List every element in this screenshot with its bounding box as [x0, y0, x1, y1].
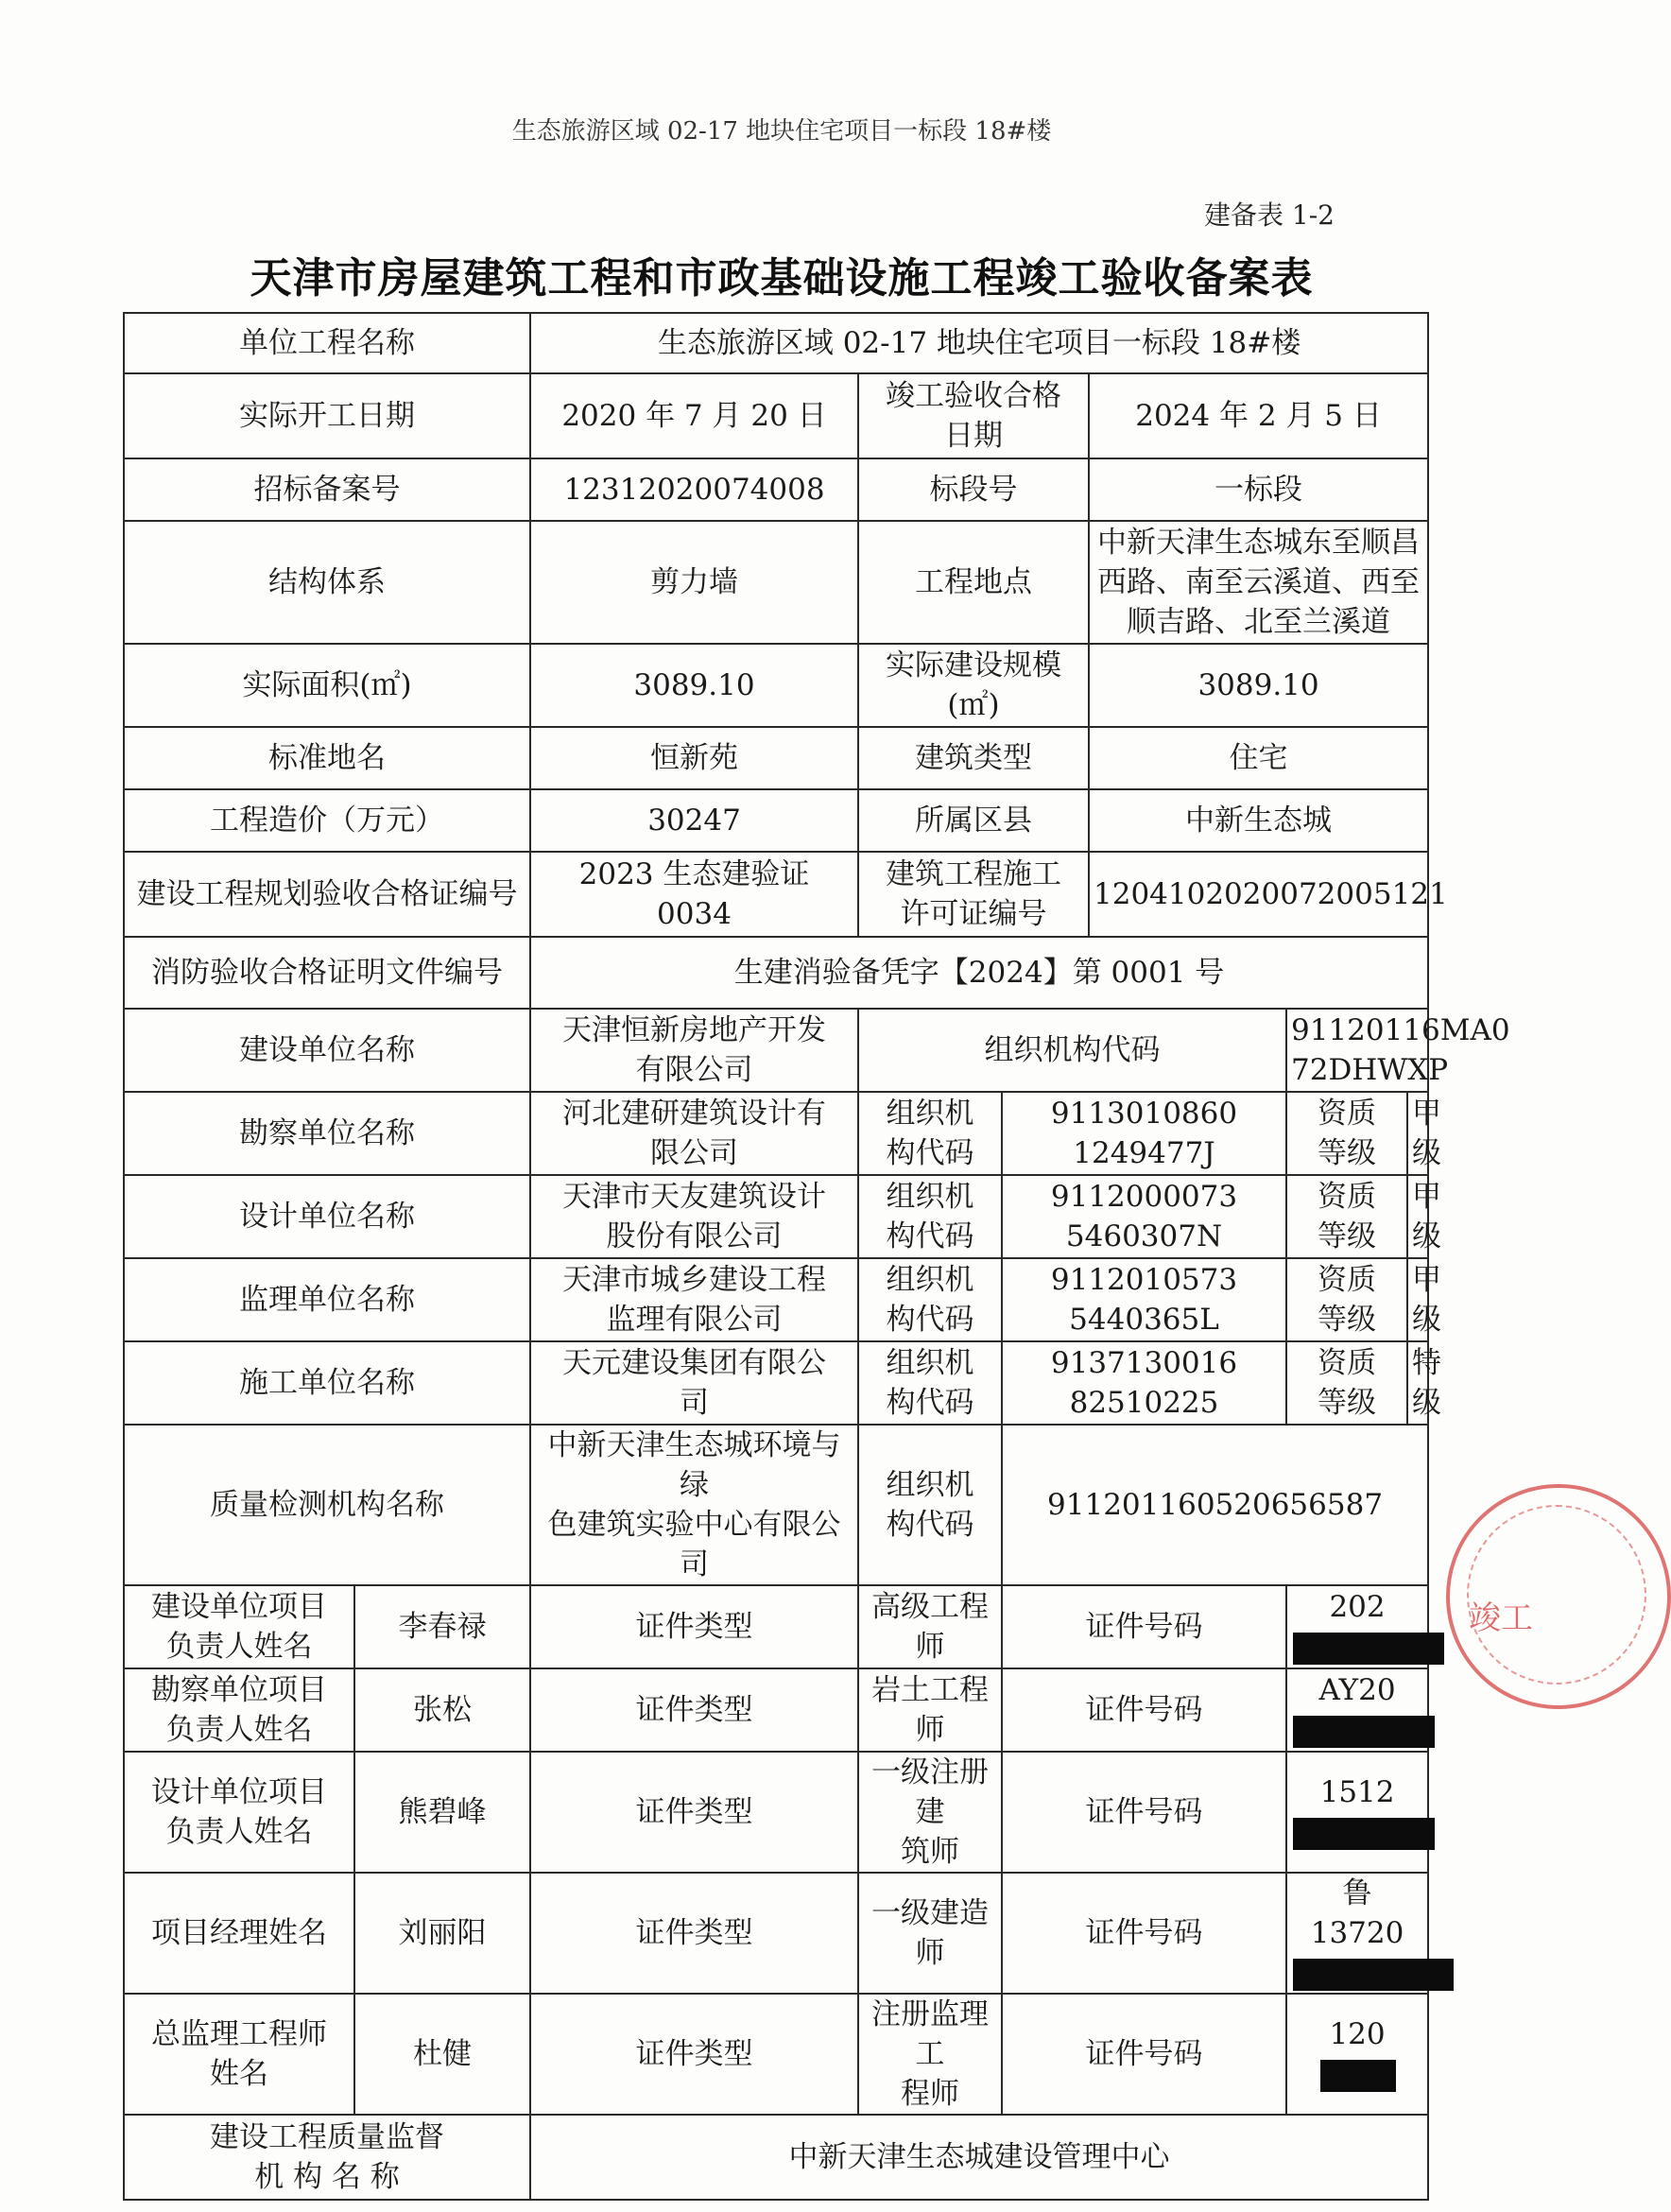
- cert-type-value: [858, 1752, 1002, 1873]
- row-company: [124, 1258, 1428, 1341]
- row-person: [124, 1668, 1428, 1752]
- row-unit-project: [124, 313, 1428, 373]
- start-date-label: 实际开工日期: [124, 373, 530, 458]
- cert-type-value: [858, 1585, 1002, 1668]
- form-code: 建备表 1-2: [1204, 199, 1335, 231]
- location-value: [1089, 521, 1428, 644]
- bid-no-label: 招标备案号: [124, 458, 530, 521]
- code-label-line: 组织机: [886, 1346, 974, 1380]
- cert-type-line: 岩土工程师: [871, 1673, 989, 1747]
- row-structure: [124, 521, 1428, 644]
- company-name: [530, 1092, 858, 1175]
- cert-no-prefix: 120: [1329, 2017, 1386, 2051]
- company-name-line: 股份有限公司: [606, 1219, 783, 1253]
- company-name-line: 河北建研建筑设计有: [562, 1097, 826, 1131]
- cost-label: 工程造价（万元）: [124, 789, 530, 852]
- testing-code-label: [858, 1425, 1002, 1585]
- person-name: 熊碧峰: [354, 1752, 530, 1873]
- supervision-value: 中新天津生态城建设管理中心: [530, 2115, 1428, 2200]
- company-code-line: 9112010573: [1050, 1263, 1238, 1297]
- district-label: 所属区县: [858, 789, 1089, 852]
- company-name-line: 天元建设集团有限公: [562, 1346, 826, 1380]
- cert-type-label: 证件类型: [530, 1873, 858, 1994]
- row-person: [124, 1585, 1428, 1668]
- qual-label-line: 资质: [1318, 1263, 1376, 1297]
- cert-no-value: [1286, 1585, 1428, 1668]
- code-label-line: 组织机: [886, 1263, 974, 1297]
- permit-value: 1204102020072005121: [1089, 852, 1428, 937]
- person-role-line: 建设单位项目: [151, 1590, 327, 1624]
- cert-type-line: 筑师: [901, 1835, 959, 1869]
- qual-label-line: 资质: [1318, 1346, 1376, 1380]
- cert-type-label: 证件类型: [530, 1668, 858, 1752]
- person-role-line: 负责人姓名: [165, 1713, 313, 1747]
- cert-no-value: [1286, 1873, 1428, 1994]
- location-label: 工程地点: [858, 521, 1089, 644]
- cert-type-value: [858, 1668, 1002, 1752]
- company-name-line: 司: [680, 1386, 709, 1420]
- company-label: 监理单位名称: [124, 1258, 530, 1341]
- cert-no-label: 证件号码: [1002, 1752, 1286, 1873]
- structure-value: 剪力墙: [530, 521, 858, 644]
- start-date-value: 2020 年 7 月 20 日: [530, 373, 858, 458]
- code-label-line: 构代码: [886, 1136, 974, 1170]
- company-code-line: 5460307N: [1065, 1219, 1223, 1253]
- person-role: [124, 1873, 354, 1994]
- company-code: [1002, 1341, 1286, 1425]
- company-qual-label: [1286, 1092, 1407, 1175]
- person-role-line: 姓名: [210, 2057, 268, 2091]
- area-value: 3089.10: [530, 644, 858, 727]
- qual-label-line: 资质: [1318, 1180, 1376, 1214]
- company-label: 勘察单位名称: [124, 1092, 530, 1175]
- qual-label-line: 资质: [1318, 1097, 1376, 1131]
- row-dates: [124, 373, 1428, 458]
- unit-project-value: 生态旅游区域 02-17 地块住宅项目一标段 18#楼: [530, 313, 1428, 373]
- official-seal: [1446, 1484, 1671, 1709]
- person-role: [124, 1752, 354, 1873]
- cert-no-prefix: AY20: [1318, 1673, 1396, 1707]
- std-name-value: 恒新苑: [530, 727, 858, 789]
- section-label: 标段号: [858, 458, 1089, 521]
- fire-value: 生建消验备凭字【2024】第 0001 号: [530, 937, 1428, 1009]
- person-role-line: 项目经理姓名: [151, 1916, 327, 1950]
- company-code-label: [858, 1258, 1002, 1341]
- scale-value: 3089.10: [1089, 644, 1428, 727]
- person-name: 刘丽阳: [354, 1873, 530, 1994]
- builder-code-line: 72DHWXP: [1291, 1053, 1449, 1087]
- company-grade: 特级: [1407, 1341, 1428, 1425]
- builder-name-line: 天津恒新房地产开发: [562, 1013, 826, 1047]
- company-qual-label: [1286, 1258, 1407, 1341]
- plan-cert-line: 2023 生态建验证: [578, 857, 810, 891]
- code-label-line: 组织机: [886, 1097, 974, 1131]
- testing-code: 911201160520656587: [1002, 1425, 1428, 1585]
- redaction-bar: [1293, 1818, 1435, 1850]
- supervision-label: [124, 2115, 530, 2200]
- builder-code-line: 91120116MA0: [1291, 1013, 1510, 1047]
- row-person: [124, 1752, 1428, 1873]
- code-label-line: 组织机: [886, 1468, 974, 1502]
- accept-date-label-line: 日期: [944, 419, 1003, 453]
- cert-no-label: 证件号码: [1002, 1668, 1286, 1752]
- builder-code-label: 组织机构代码: [858, 1009, 1286, 1092]
- district-value: 中新生态城: [1089, 789, 1428, 852]
- cert-type-label: 证件类型: [530, 1994, 858, 2115]
- testing-name-line: 中新天津生态城环境与绿: [547, 1428, 841, 1502]
- unit-project-label: 单位工程名称: [124, 313, 530, 373]
- company-code: [1002, 1092, 1286, 1175]
- person-role-line: 总监理工程师: [151, 2017, 327, 2051]
- cert-no-label: 证件号码: [1002, 1585, 1286, 1668]
- qual-label-line: 等级: [1318, 1303, 1376, 1337]
- row-supervision: [124, 2115, 1428, 2200]
- company-grade: 甲级: [1407, 1175, 1428, 1258]
- cert-type-line: 一级建造师: [871, 1896, 989, 1970]
- cert-no-prefix: 202: [1329, 1590, 1386, 1624]
- cert-no-value: [1286, 1668, 1428, 1752]
- fire-label: 消防验收合格证明文件编号: [124, 937, 530, 1009]
- row-area: [124, 644, 1428, 727]
- accept-date-label: [858, 373, 1089, 458]
- cert-no-prefix: 13720: [1310, 1916, 1404, 1950]
- row-company: [124, 1341, 1428, 1425]
- builder-name-line: 有限公司: [635, 1053, 753, 1087]
- scale-label-line: (㎡): [947, 688, 1000, 722]
- redaction-bar: [1293, 1633, 1444, 1665]
- redaction-bar: [1293, 1716, 1435, 1748]
- supervision-label-line: 建设工程质量监督: [210, 2120, 444, 2154]
- bldg-type-label: 建筑类型: [858, 727, 1089, 789]
- bid-no-value: 12312020074008: [530, 458, 858, 521]
- cert-type-label: 证件类型: [530, 1585, 858, 1668]
- row-company: [124, 1175, 1428, 1258]
- permit-label-line: 许可证编号: [900, 897, 1047, 931]
- cert-no-line: [1291, 1913, 1423, 1993]
- testing-name: [530, 1425, 858, 1585]
- cert-no-value: [1286, 1752, 1428, 1873]
- section-value: 一标段: [1089, 458, 1428, 521]
- accept-date-value: 2024 年 2 月 5 日: [1089, 373, 1428, 458]
- cert-type-value: [858, 1994, 1002, 2115]
- plan-cert-label: 建设工程规划验收合格证编号: [124, 852, 530, 937]
- code-label-line: 构代码: [886, 1303, 974, 1337]
- company-code-line: 5440365L: [1069, 1303, 1219, 1337]
- company-grade: 甲级: [1407, 1092, 1428, 1175]
- filing-table: [123, 312, 1510, 2201]
- company-qual-label: [1286, 1175, 1407, 1258]
- person-name: 李春禄: [354, 1585, 530, 1668]
- code-label-line: 构代码: [886, 1386, 974, 1420]
- row-person: [124, 1994, 1428, 2115]
- cert-type-line: 一级注册建: [871, 1755, 989, 1829]
- location-line: 西路、南至云溪道、西至: [1097, 565, 1421, 599]
- company-grade: 甲级: [1407, 1258, 1428, 1341]
- person-role: [124, 1668, 354, 1752]
- cert-type-label: 证件类型: [530, 1752, 858, 1873]
- company-code-line: 9113010860: [1050, 1097, 1238, 1131]
- person-role-line: 负责人姓名: [165, 1630, 313, 1664]
- cert-no-label: 证件号码: [1002, 1873, 1286, 1994]
- company-name-line: 天津市城乡建设工程: [562, 1263, 826, 1297]
- company-label: 施工单位名称: [124, 1341, 530, 1425]
- location-line: 顺吉路、北至兰溪道: [1127, 605, 1391, 639]
- person-role-line: 负责人姓名: [165, 1815, 313, 1849]
- std-name-label: 标准地名: [124, 727, 530, 789]
- person-role: [124, 1994, 354, 2115]
- cert-type-value: [858, 1873, 1002, 1994]
- person-role-line: 设计单位项目: [151, 1775, 327, 1809]
- company-code: [1002, 1258, 1286, 1341]
- company-code-line: 9137130016: [1050, 1346, 1238, 1380]
- cert-type-line: 程师: [901, 2077, 959, 2111]
- cost-value: 30247: [530, 789, 858, 852]
- company-name: [530, 1175, 858, 1258]
- permit-label-line: 建筑工程施工: [886, 857, 1061, 891]
- qual-label-line: 等级: [1318, 1386, 1376, 1420]
- company-code-label: [858, 1175, 1002, 1258]
- cert-type-line: 注册监理工: [871, 1997, 989, 2071]
- plan-cert-value: [530, 852, 858, 937]
- code-label-line: 构代码: [886, 1508, 974, 1542]
- person-name: 杜健: [354, 1994, 530, 2115]
- permit-label: [858, 852, 1089, 937]
- structure-label: 结构体系: [124, 521, 530, 644]
- company-code: [1002, 1175, 1286, 1258]
- cert-no-prefix: 1512: [1319, 1775, 1395, 1809]
- qual-label-line: 等级: [1318, 1219, 1376, 1253]
- supervision-label-line: 机 构 名 称: [254, 2160, 400, 2194]
- company-code-label: [858, 1341, 1002, 1425]
- person-name: 张松: [354, 1668, 530, 1752]
- person-role-line: 勘察单位项目: [151, 1673, 327, 1707]
- form-title: 天津市房屋建筑工程和市政基础设施工程竣工验收备案表: [250, 254, 1314, 302]
- company-name-line: 限公司: [650, 1136, 738, 1170]
- company-code-label: [858, 1092, 1002, 1175]
- cert-no-value: [1286, 1994, 1428, 2115]
- running-header: 生态旅游区域 02-17 地块住宅项目一标段 18#楼: [511, 117, 1052, 146]
- company-name-line: 监理有限公司: [606, 1303, 783, 1337]
- row-std-name: [124, 727, 1428, 789]
- builder-code: [1286, 1009, 1510, 1092]
- builder-label: 建设单位名称: [124, 1009, 530, 1092]
- row-fire: [124, 937, 1428, 1009]
- company-name: [530, 1341, 858, 1425]
- scale-label: [858, 644, 1089, 727]
- company-code-line: 82510225: [1069, 1386, 1219, 1420]
- company-code-line: 9112000073: [1050, 1180, 1238, 1214]
- row-testing: [124, 1425, 1428, 1585]
- scale-label-line: 实际建设规模: [886, 648, 1061, 683]
- person-role: [124, 1585, 354, 1668]
- cert-no-line: 鲁: [1342, 1876, 1372, 1910]
- qual-label-line: 等级: [1318, 1136, 1376, 1170]
- builder-name: [530, 1009, 858, 1092]
- seal-text: 竣工: [1469, 1599, 1533, 1637]
- location-line: 中新天津生态城东至顺昌: [1097, 526, 1421, 560]
- cert-no-label: 证件号码: [1002, 1994, 1286, 2115]
- row-bid: [124, 458, 1428, 521]
- company-name: [530, 1258, 858, 1341]
- row-cost: [124, 789, 1428, 852]
- row-plan-cert: [124, 852, 1428, 937]
- row-person: [124, 1873, 1428, 1994]
- redaction-bar: [1293, 1959, 1454, 1991]
- bldg-type-value: 住宅: [1089, 727, 1428, 789]
- row-company: [124, 1092, 1428, 1175]
- company-qual-label: [1286, 1341, 1407, 1425]
- code-label-line: 构代码: [886, 1219, 974, 1253]
- company-name-line: 天津市天友建筑设计: [562, 1180, 826, 1214]
- accept-date-label-line: 竣工验收合格: [886, 379, 1061, 413]
- testing-label: 质量检测机构名称: [124, 1425, 530, 1585]
- testing-name-line: 色建筑实验中心有限公司: [547, 1508, 841, 1581]
- company-code-line: 1249477J: [1073, 1136, 1215, 1170]
- company-label: 设计单位名称: [124, 1175, 530, 1258]
- row-builder: [124, 1009, 1428, 1092]
- cert-type-line: 高级工程师: [871, 1590, 989, 1664]
- plan-cert-line: 0034: [657, 897, 732, 931]
- area-label: 实际面积(㎡): [124, 644, 530, 727]
- code-label-line: 组织机: [886, 1180, 974, 1214]
- redaction-bar: [1320, 2060, 1396, 2092]
